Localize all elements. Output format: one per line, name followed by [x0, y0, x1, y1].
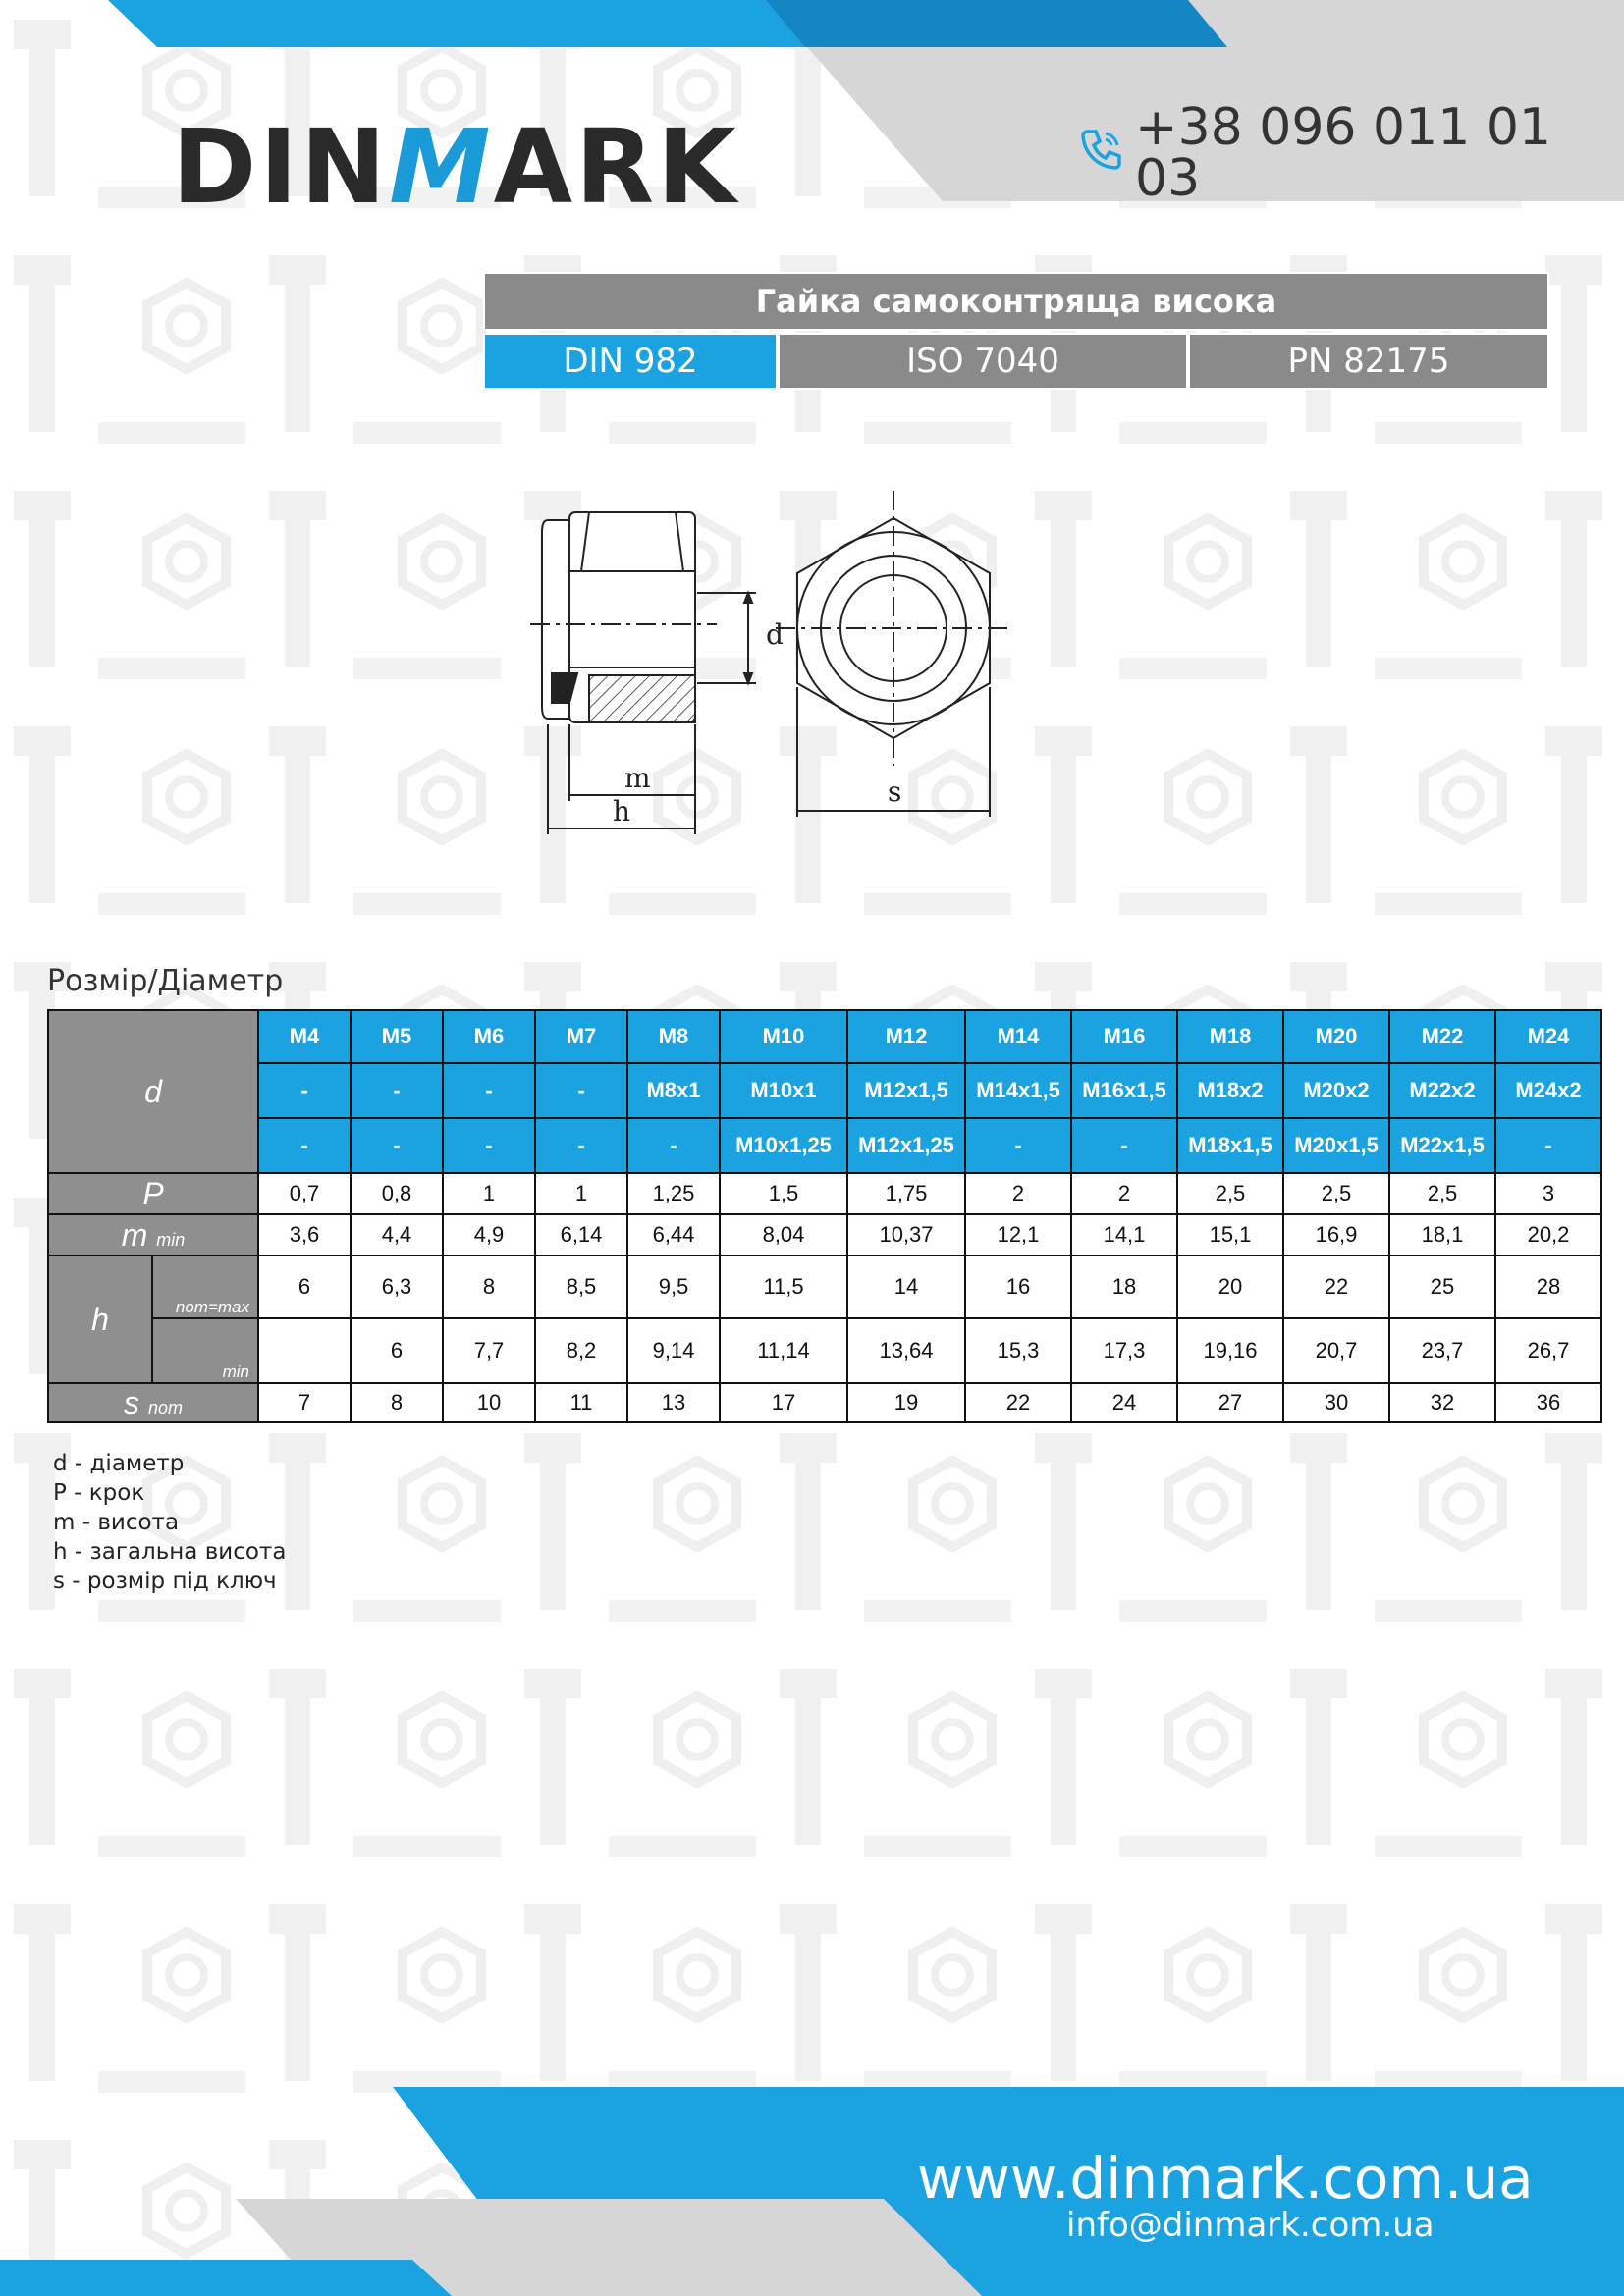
- table-cell-d3: -: [1495, 1118, 1601, 1173]
- table-cell-h-max: 8: [443, 1255, 535, 1318]
- table-cell-m-min: 8,04: [720, 1214, 847, 1255]
- standard-pn: PN 82175: [1188, 333, 1549, 390]
- table-cell-P: 2: [1071, 1173, 1177, 1214]
- table-cell-s-nom: 19: [847, 1383, 965, 1422]
- nut-technical-drawing: [530, 461, 1119, 854]
- table-cell-s-nom: 32: [1389, 1383, 1495, 1422]
- table-cell-m-min: 4,4: [351, 1214, 443, 1255]
- table-cell-P: 2: [965, 1173, 1071, 1214]
- table-cell-m-min: 12,1: [965, 1214, 1071, 1255]
- row-label-h-nom: nom=max: [152, 1255, 258, 1318]
- table-cell-d2: M16x1,5: [1071, 1063, 1177, 1118]
- legend-item: h - загальна висота: [53, 1539, 287, 1565]
- standards-row: [483, 333, 1549, 390]
- table-cell-d1: M14: [965, 1010, 1071, 1063]
- table-cell-m-min: 16,9: [1283, 1214, 1389, 1255]
- table-cell-d3: -: [965, 1118, 1071, 1173]
- standard-iso: ISO 7040: [778, 333, 1188, 390]
- row-label-s-text: s: [124, 1384, 140, 1420]
- dim-label-d: d: [766, 618, 784, 651]
- row-d1: [48, 1010, 1601, 1063]
- table-cell-m-min: 6,44: [627, 1214, 720, 1255]
- row-d3: [48, 1118, 1601, 1173]
- table-cell-d3: M18x1,5: [1177, 1118, 1283, 1173]
- table-cell-d1: M20: [1283, 1010, 1389, 1063]
- table-cell-m-min: 6,14: [535, 1214, 627, 1255]
- table-cell-h-max: 6: [258, 1255, 351, 1318]
- table-cell-h-min: 11,14: [720, 1318, 847, 1383]
- table-cell-m-min: 20,2: [1495, 1214, 1601, 1255]
- table-cell-m-min: 3,6: [258, 1214, 351, 1255]
- row-label-p: P: [48, 1173, 258, 1214]
- table-cell-P: 1,5: [720, 1173, 847, 1214]
- row-h-min: [48, 1318, 1601, 1383]
- table-cell-d1: M12: [847, 1010, 965, 1063]
- phone-contact[interactable]: [1078, 98, 1624, 208]
- row-label-m: [48, 1214, 258, 1255]
- table-cell-h-min: 23,7: [1389, 1318, 1495, 1383]
- table-cell-h-min: 9,14: [627, 1318, 720, 1383]
- table-cell-h-max: 8,5: [535, 1255, 627, 1318]
- website-link[interactable]: www.dinmark.com.ua: [917, 2145, 1534, 2212]
- table-cell-d3: M22x1,5: [1389, 1118, 1495, 1173]
- table-cell-h-min: 17,3: [1071, 1318, 1177, 1383]
- table-cell-d2: -: [443, 1063, 535, 1118]
- product-header: [483, 272, 1549, 390]
- table-cell-d1: M18: [1177, 1010, 1283, 1063]
- table-cell-P: 1: [535, 1173, 627, 1214]
- table-cell-s-nom: 8: [351, 1383, 443, 1422]
- table-cell-h-max: 16: [965, 1255, 1071, 1318]
- legend: [53, 1449, 286, 1596]
- table-cell-d1: M6: [443, 1010, 535, 1063]
- table-cell-d3: -: [535, 1118, 627, 1173]
- table-cell-d3: -: [1071, 1118, 1177, 1173]
- row-m: [48, 1214, 1601, 1255]
- table-cell-s-nom: 30: [1283, 1383, 1389, 1422]
- table-cell-h-max: 20: [1177, 1255, 1283, 1318]
- standard-din: DIN 982: [483, 333, 778, 390]
- table-cell-h-min: [258, 1318, 351, 1383]
- table-cell-d3: M10x1,25: [720, 1118, 847, 1173]
- table-cell-m-min: 14,1: [1071, 1214, 1177, 1255]
- table-cell-d3: -: [351, 1118, 443, 1173]
- table-cell-h-min: 20,7: [1283, 1318, 1389, 1383]
- table-cell-d2: M20x2: [1283, 1063, 1389, 1118]
- phone-icon: [1078, 126, 1125, 182]
- row-label-s-sub: nom: [147, 1397, 183, 1417]
- table-cell-d3: -: [258, 1118, 351, 1173]
- legend-item: m - висота: [53, 1510, 180, 1535]
- table-cell-d2: -: [351, 1063, 443, 1118]
- row-label-h-min: min: [152, 1318, 258, 1383]
- table-cell-P: 3: [1495, 1173, 1601, 1214]
- dim-label-s: s: [888, 775, 902, 808]
- table-cell-s-nom: 27: [1177, 1383, 1283, 1422]
- logo-text-mid: M: [389, 107, 494, 227]
- dinmark-logo: [172, 107, 739, 227]
- table-cell-h-max: 14: [847, 1255, 965, 1318]
- table-cell-d3: -: [627, 1118, 720, 1173]
- row-s: [48, 1383, 1601, 1422]
- table-cell-s-nom: 22: [965, 1383, 1071, 1422]
- table-cell-h-min: 8,2: [535, 1318, 627, 1383]
- table-cell-d2: M24x2: [1495, 1063, 1601, 1118]
- table-cell-h-max: 18: [1071, 1255, 1177, 1318]
- table-cell-s-nom: 10: [443, 1383, 535, 1422]
- table-cell-h-max: 9,5: [627, 1255, 720, 1318]
- table-cell-m-min: 18,1: [1389, 1214, 1495, 1255]
- logo-text-left: DIN: [172, 107, 390, 227]
- section-title: Розмір/Діаметр: [47, 964, 284, 998]
- table-cell-d3: M20x1,5: [1283, 1118, 1389, 1173]
- table-cell-P: 2,5: [1177, 1173, 1283, 1214]
- table-cell-d1: M4: [258, 1010, 351, 1063]
- table-cell-P: 2,5: [1389, 1173, 1495, 1214]
- table-cell-h-min: 7,7: [443, 1318, 535, 1383]
- table-cell-d1: M8: [627, 1010, 720, 1063]
- table-cell-h-max: 28: [1495, 1255, 1601, 1318]
- table-cell-s-nom: 7: [258, 1383, 351, 1422]
- table-cell-d1: M22: [1389, 1010, 1495, 1063]
- row-label-s: [48, 1383, 258, 1422]
- table-cell-s-nom: 17: [720, 1383, 847, 1422]
- table-cell-h-max: 22: [1283, 1255, 1389, 1318]
- table-cell-P: 1: [443, 1173, 535, 1214]
- dim-label-h: h: [613, 795, 631, 828]
- table-cell-h-max: 11,5: [720, 1255, 847, 1318]
- table-cell-m-min: 15,1: [1177, 1214, 1283, 1255]
- table-cell-h-max: 25: [1389, 1255, 1495, 1318]
- dimension-table: [47, 1009, 1602, 1423]
- table-cell-h-min: 13,64: [847, 1318, 965, 1383]
- table-cell-s-nom: 36: [1495, 1383, 1601, 1422]
- table-cell-s-nom: 24: [1071, 1383, 1177, 1422]
- table-cell-h-max: 6,3: [351, 1255, 443, 1318]
- legend-item: P - крок: [53, 1480, 145, 1506]
- table-cell-P: 0,7: [258, 1173, 351, 1214]
- table-cell-d2: M22x2: [1389, 1063, 1495, 1118]
- table-cell-d2: M8x1: [627, 1063, 720, 1118]
- table-cell-d2: M18x2: [1177, 1063, 1283, 1118]
- row-d2: [48, 1063, 1601, 1118]
- table-cell-d1: M10: [720, 1010, 847, 1063]
- row-label-m-text: m: [121, 1216, 148, 1253]
- table-cell-d1: M24: [1495, 1010, 1601, 1063]
- table-cell-h-min: 6: [351, 1318, 443, 1383]
- row-label-h: h: [48, 1255, 152, 1383]
- logo-text-right: ARK: [493, 107, 739, 227]
- table-cell-d3: -: [443, 1118, 535, 1173]
- table-cell-d2: M10x1: [720, 1063, 847, 1118]
- table-cell-d2: -: [535, 1063, 627, 1118]
- row-label-m-sub: min: [156, 1229, 186, 1250]
- table-cell-d1: M5: [351, 1010, 443, 1063]
- legend-item: d - діаметр: [53, 1451, 185, 1476]
- table-cell-s-nom: 11: [535, 1383, 627, 1422]
- table-cell-m-min: 10,37: [847, 1214, 965, 1255]
- table-cell-h-min: 19,16: [1177, 1318, 1283, 1383]
- table-cell-d2: -: [258, 1063, 351, 1118]
- table-cell-P: 0,8: [351, 1173, 443, 1214]
- table-cell-P: 1,25: [627, 1173, 720, 1214]
- table-cell-m-min: 4,9: [443, 1214, 535, 1255]
- legend-item: s - розмір під ключ: [53, 1569, 277, 1594]
- table-cell-s-nom: 13: [627, 1383, 720, 1422]
- row-label-d: d: [48, 1010, 258, 1173]
- table-cell-d1: M16: [1071, 1010, 1177, 1063]
- table-cell-h-min: 26,7: [1495, 1318, 1601, 1383]
- table-cell-P: 1,75: [847, 1173, 965, 1214]
- dim-label-m: m: [624, 762, 651, 794]
- phone-number: +38 096 011 01 03: [1135, 98, 1551, 208]
- table-cell-d2: M12x1,5: [847, 1063, 965, 1118]
- table-cell-d3: M12x1,25: [847, 1118, 965, 1173]
- table-cell-P: 2,5: [1283, 1173, 1389, 1214]
- row-p: [48, 1173, 1601, 1214]
- table-cell-h-min: 15,3: [965, 1318, 1071, 1383]
- table-cell-d1: M7: [535, 1010, 627, 1063]
- email-link[interactable]: info@dinmark.com.ua: [1066, 2206, 1435, 2245]
- row-h-max: [48, 1255, 1601, 1318]
- table-cell-d2: M14x1,5: [965, 1063, 1071, 1118]
- product-title: Гайка самоконтряща висока: [483, 272, 1549, 331]
